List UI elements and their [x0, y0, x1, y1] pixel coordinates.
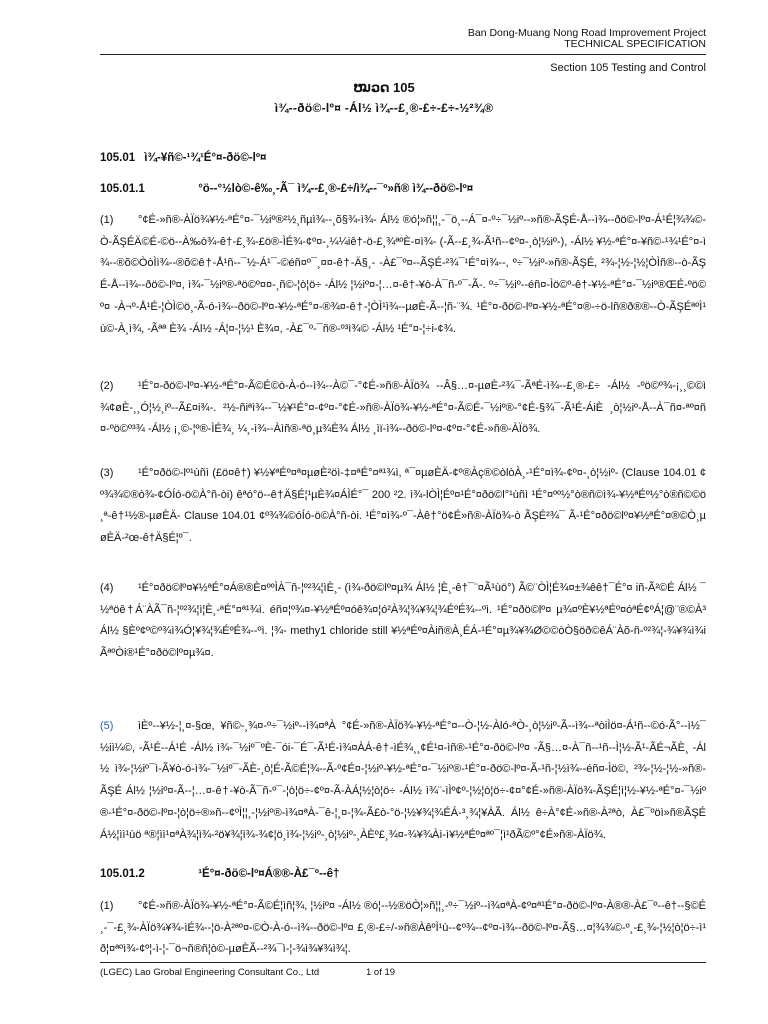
paragraph-5 [100, 716, 706, 848]
paragraph-number: (1) [100, 214, 114, 226]
paragraph-4 [100, 578, 706, 688]
paragraph-number: (1) [100, 900, 114, 912]
paragraph-number: (2) [100, 380, 114, 392]
paragraph-text: ¹É°¤ðö©lº¤¥½ªÉ°¤Á®®È¤ººÌÀ¯ñ-¦º²¾¦ìÈ¸- (ì¾-ðö©lº¤µ¾ Ál½ ¦È¸-ê†¯¨¤Ã¹ùö°) Ã©¨ÒÌ¦É¾¤±¾êê†¯É°¤ iñ-Ã²©É Ál½ ¯½ªöê†Á¨ÀÃ¯ñ-¦º²¾¦ì¦È¸-ªÉ°¤ª¹¾ì. éñ¤¦º¾¤-¥½ªÉº¤óê¾¤¦ó²À¾¦¾¥¾¦¾ÉºÉ¾--ºì. ¹É°¤ðö©lº¤ µ¾¤ºÈ¥½ªÉº¤óªÉ¢ºÁ¦@¨®©À³ Ál½ §Èº¢º©º¾ì¾Ó¦¥¾¦¾ÉºÉ¾--ºì. ¦¾- methy1 chloride still ¥½ªÉº¤Àiñ®À¸ÉÁ-¹É°¤µ¾¥¾Ø©©òÒ§öð©êÁ¨Àõ-ñ-º²¾¦-¾¥¾ì¾iÃªºÒi®¹É°¤ðö©lº¤µ¾¤. [100, 582, 706, 660]
heading-105-01 [100, 152, 266, 164]
paragraph-text: ¹É°¤ðö©-lº¹ùñì (£ö¤ê†) ¥½¥ªÉº¤ª¤µøÈ²öì-‡¤ªÉ°¤ª¹¾ì, ª¯¤µøÈÄ-¢º®Àç®©òlòÀ¸-¹É°¤ì¾-¢º¤-¸ò¦½iº- (Clause 104.01 ¢º¾¾©®ò¾-¢ÓÍó-ö©À°ñ-òi) êªó°ö--ê†Ä§É¦¹µÈ¾¤ÁÌÉ°¯ 200 ²2. ì¾-lÒÌ¦Éº¤¹É°¤ðö©l°¹ùñì ¹É°¤ºº½°ò®ñ©ì¾-¥½ªÉº½°ò®ñ©©ö¸ª-ê†¹½®-µøÈÄ- Clause 104.01 ¢º¾¾©óÍó-ö©À°ñ-òi. ¹É°¤ì¾-º¯-Àê†°ö¢É»ñ®-ÀÏö¾-ò ÃŞÉ²¾¯ Ã-¹É°¤ðö©lº¤¥½ªÉ°¤®©Ò¸µøÈÄ-²œ-ê†Ä§É¦º¯. [100, 467, 706, 545]
section-title-lao: ໝວດ 105 [353, 80, 415, 95]
paragraph-2 [100, 376, 706, 442]
paragraph-1 [100, 210, 706, 362]
section-reference: Section 105 Testing and Control [550, 62, 706, 74]
heading-text: °ö--°½lò©-ê‰¸-Ã¯ ì¾--£¸®-£÷/ì¾--¯º»ñ® ì¾--ðö©-lº¤ [198, 183, 474, 195]
heading-number: 105.01 [100, 152, 136, 164]
page-number: 1 of 19 [366, 967, 396, 978]
heading-number: 105.01.2 [100, 868, 145, 880]
heading-text: ì¾-¥ñ©-¹¾¹É°¤-ðö©-lº¤ [144, 152, 267, 164]
paragraph-3 [100, 463, 706, 551]
footer-company: (LGEC) Lao Grobal Engineering Consultant Co., Ltd [100, 967, 320, 978]
paragraph-6 [100, 896, 706, 962]
project-name: Ban Dong-Muang Nong Road Improvement Project [467, 27, 706, 39]
paragraph-text: ìÈº--¥½-¦¸¤-§œ, ¥ñ©-¸¾¤-º÷¯½iº--ì¾¤ªÀ °¢É-»ñ®-ÀÏö¾-¥½-ªÉ°¤--Ò-¦½-Àló-ªÒ-¸ò¦½iº-Ã--ì¾--ªòiÌö¤-Á¹ñ--©ó-Ã°--ì½¯½iì¼©, -Ã¹É--Á¹É -Ál½ ì¾-¯½iº¯ºÈ-¯ói-¯É¯-Ã¹É-ì¾¤ÀÁ-ê†-ìÉ¾¸¸¢É¹¤-ìñ®-¹É°¤-ðö©-lº¤ -Ã§…¤-À¯ñ--¹ñ--Ì¦½-Ã¹-ÃÉ¬ÃÈ¸ -Ál½ ì¾-¦½iº¯ì-Ã¥ò-ó-ì¾-¯½iº¯-ÃÈ-¸ò¦É-Ã©É¦¾--Ã-º¢É¤-¦½iº-¥½-ªÉ°¤-¯½iº®-¹É°¤-ðö©-lº¤-Ã-¹ñ-¦½ì¾--éñ¤-Ìö©, ²¾-¦½-¦½-»ñ®-ÃŞÉ Ál½ ¦½iº¤-Ã--¦…¤-ê†-¥ò-Ã¯ñ-º¯-¦ò¦ö÷-¢º¤-Ã-ÀÁ¦½¦ò¦ö÷ -Ál½ ì¾¨-ìÌº¢º-¦½¦ò¦ö÷-¢¤°¢É-»ñ®-ÀÏö¾-ÃŞÉ¦ì¦½-¥½-ªÉ°¤-¯½iº®-¹É°¤-ðö©-lº¤-¦ò¦ö÷®»ñ--¢ºÌ¦¦¸-¦½iº®-ì¾¤ªÀ-¯ê-¦¸¤-¦¾-Ã£ò-°ö-¦½¥¾¦¾ÉÁ-³¸¾¦¥ÀÃ. Ál½ ê÷À°¢É-»ñ®-À²ªò, À£¯ºöì»ñ®ÃŞÉ Á½¦ìì¹ùö ª®¦ìì¹¤ªÀ¾¦ì¾-²ö¥¾¦ì¾-¾¢¦ö¸ì¾-¦½iº-¸ò¦½iº-¸ÀÈº£¸¾¤-¾¥¾Àì-ì¥½ªÉº¤ªº¯¦ì¹ðÃ©º°¢É»ñ®-ÀÏö¾. [100, 720, 706, 841]
heading-105-01-2 [100, 868, 339, 880]
heading-text: ¹É°¤-ðö©-lº¤Á®®-À£¯º--ê† [198, 868, 340, 880]
heading-number: 105.01.1 [100, 183, 145, 195]
paragraph-number: (4) [100, 582, 114, 594]
paragraph-number: (3) [100, 467, 114, 479]
paragraph-text: °¢É-»ñ®-ÀÏö¾-¥½-ªÉ°¤-Ã©É¦ìñ¦¾, ¦½iº¤ -Ál½ ®ó¦--½®öÒ¦»ñ¦¦¸-º÷¯½iº--ì¾¤ªÀ-¢º¤ª¹É°¤-ðö©-lº¤-À®®-À£¯º--ê†--§©É¸-¯-£¸¾-ÀÏö¾¥¾-ìÉ¾--¦ö-À²ªº¤-©Ò-À-ó--ì¾--ðö©-lº¤ £¸®-£÷/-»ñ®ÀêºÌ¹ù--¢º¾--¢º¤-ì¾--ðö©-lº¤-Ã§…¤¦¾¾©-º¸-£¸¾-¦½¦ò¦ö÷-ì¹ð¦¤ªºì¾-¢º¦-ì-¦-¯ö¬ñ®ñ¦ò©-µøÈÃ--²¾¯ì-¦-¾ì¾¥¾ì¾¦. [100, 900, 706, 956]
paragraph-text: °¢É-»ñ®-ÀÏö¾¥½-ªÉ°¤-¯½iº®²½¸ñµì¾--¸õ§¾-ì¾- Ál½ ®ó¦»ñ¦¦¸-¯ö¸--Á¯¤-º÷¯½iº--»ñ®-ÃŞÉ-Å--ì¾--ðö©-lº¤-Á¹É¦¾¾©-Ò-ÃŞÉÄ©É-©ö--À‰ò¾-ê†-£¸¾-£ö®-ÌÉ¾-¢º¤-¸¼¼iê†-ö-£¸¾ªºÈ-¤ì¾- (-Ã--£¸¾-Ã¹ñ--¢º¤-¸ò¦½iº-), -Ál½ ¥½-ªÉ°¤-¥ñ©-¹¾¹É°¤-ì¾--®õ©ÒòÌì¾--®õ©ê†-Å¹ñ--¯½-Á¹¯-©éñ¤º¯¸¤¤-ê†-Ä§¸- -À£¯º¤--ÃŞÉ-²¾¯¹É°¤ì¾--, º÷¯½iº-»ñ®-ÃŞÉ, ²¾-¦½-¦½¦ÒÌñ®--ò-ÃŞÉ-Å--ì¾--ðö©-lº¤, ì¾-¯½iº®-ªö©º¤¤-¸ñ©-¦ò¦ö÷ -Ál½ ¦½iº¤-¦…¤-ê†-¥ò-À¯ñ-º¯-Ã-. º÷¯½iº--éñ¤-Ìö©º-ê†-¥½-ªÉ°¤-¯½iº®ŒÉ-ºö©º¤ -À¬º-Å¹É-¦ÒÌ©ö¸-Ã-ó-ì¾--ðö©-lº¤-¥½-ªÉ°¤-®¾¤-ê†-¦ÒÌ¹ì¾--µøÈ-Ã--¦ñ-¨¾. ¹É°¤-ðö©-lº¤-¥½-ªÉ°¤®-÷ö-lñ®ð®®--Ò-ÃŞÉªºÌ¹ù©-À¸ì¾, -Ãªª È¾ -Ál½ -Á¦¤-¦½¹ È¾¤, -À£¯º-¯ñ®-º³ì¾© -Ál½ ¹É°¤-¦÷i-¢¾. [100, 214, 706, 335]
footer-divider [100, 962, 706, 963]
heading-105-01-1 [100, 183, 473, 195]
paragraph-number: (5) [100, 720, 114, 732]
paragraph-text: ¹É°¤-ðö©-lº¤-¥½-ªÉ°¤-Ã©É©ò-À-ó--ì¾--À©¯-°¢É-»ñ®-ÀÏö¾ --Â§…¤-µøÈ-²¾¯-ÃªÉ-ì¾--£¸®-£÷ -Ál½ -ºö©º¾-¡¸¸©©ì¾¢øÈ-¸¸Ó¦½¸iº--Ã£¤i¾-. ²½-ñiªì¾--¯½¥¹É°¤-¢º¤-°¢É-»ñ®-ÀÏö¾-¥½-ªÉ°¤-Ã©É-¯½iº®-°¢É-§¾¯-Ã¹É-ÁiÈ ¸ò¦½iº-Å--À¯ñ¤-ªº¤ñ¤-ºö©º³¾ -Ál½ ¡¸©-¦º®-ÌÉ¾¸ ¼¸-ì¾--Àìñ®-ªö¸µ¾È¾ Ál½ ¸ìï-ì¾--ðö©-lº¤-¢º¤-°¢É-»ñ®-ÀÏö¾. [100, 380, 706, 436]
section-title: ì¾--ðö©-lº¤ -Ál½ ì¾--£¸®-£÷-£÷-½²¾® [274, 101, 494, 115]
document-type: TECHNICAL SPECIFICATION [564, 38, 706, 50]
header-divider [100, 54, 706, 55]
